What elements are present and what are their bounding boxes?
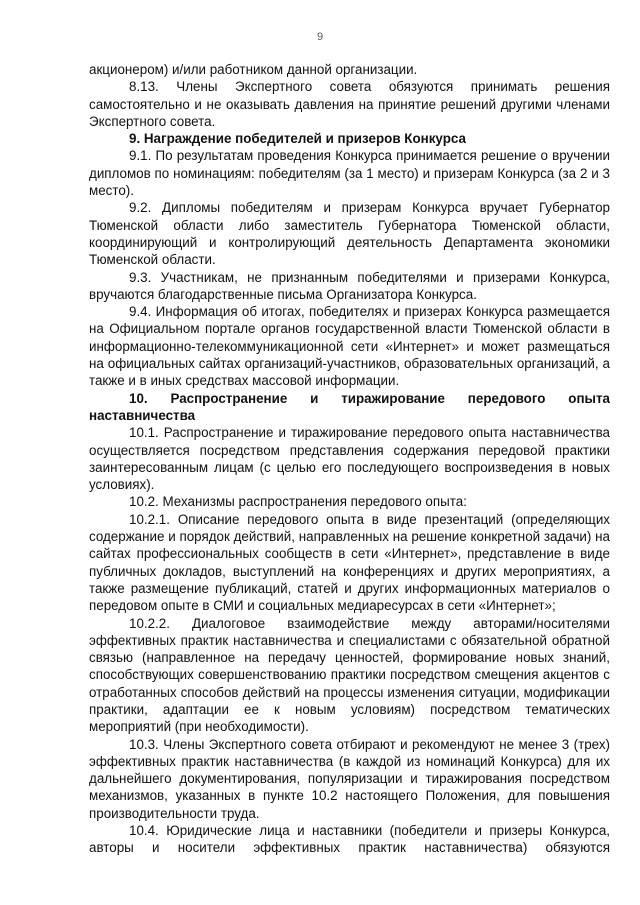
page-number: 9 (316, 31, 324, 43)
paragraph-9-3: 9.3. Участникам, не признанным победителями и призерами Конкурса, вручаются благодарственные письма Организатора Конкурса. (89, 269, 610, 302)
paragraph-10-2-1: 10.2.1. Описание передового опыта в виде презентаций (определяющих содержание и порядок действий, направленных на решение конкретной задачи) на сайтах профессиональных сообществ в сети «Интернет», представление в виде публичных докладов, выступлений на конференциях и других мероприятиях, а также размещение публикаций, статей и других информационных материалов о передовом опыте в СМИ и социальных медиаресурсах в сети «Интернет»; (89, 511, 610, 614)
paragraph-10-2-2: 10.2.2. Диалоговое взаимодействие между авторами/носителями эффективных практик наставничества и специалистами с обязательной обратной связью (направленное на передачу ценностей, формирование новых знаний, способствующих совершенствованию практики посредством смещения акцентов с отработанных способов действий на процессы изменения ситуации, модификации практики, адаптации ее к новым условиям) посредством тематических мероприятий (при необходимости). (89, 615, 610, 735)
paragraph-9-1: 9.1. По результатам проведения Конкурса принимается решение о вручении дипломов по номинациям: победителям (за 1 место) и призерам Конкурса (за 2 и 3 место). (89, 148, 610, 199)
paragraph-10-4: 10.4. Юридические лица и наставники (победители и призеры Конкурса, авторы и носители эффективных практик наставничества) обязуются (89, 823, 610, 856)
paragraph-9-2: 9.2. Дипломы победителям и призерам Конкурса вручает Губернатор Тюменской области либо заместитель Губернатора Тюменской области, координирующий и контролирующий деятельность Департамента экономики Тюменской области. (89, 200, 610, 268)
section-heading-9: 9. Награждение победителей и призеров Конкурса (129, 131, 466, 147)
paragraph-9-4: 9.4. Информация об итогах, победителях и призерах Конкурса размещается на Официальном портале органов государственной власти Тюменской области в информационно-телекоммуникационной сети «Интернет» и может размещаться на официальных сайтах организаций-участников, образовательных организаций, а также и в иных средствах массовой информации. (89, 304, 610, 389)
paragraph-10-1: 10.1. Распространение и тиражирование передового опыта наставничества осуществляется посредством представления содержания передовой практики заинтересованным лицам (с целью его последующего воспроизведения в новых условиях). (89, 425, 610, 493)
paragraph-8-12-continuation: акционером) и/или работником данной организации. (89, 62, 418, 77)
paragraph-8-13: 8.13. Члены Экспертного совета обязуются принимать решения самостоятельно и не оказывать давления на принятие решений другими членами Экспертного совета. (89, 79, 610, 129)
section-heading-10: 10. Распространение и тиражирование передового опыта наставничества (89, 390, 610, 423)
paragraph-10-2: 10.2. Механизмы распространения передового опыта: (129, 494, 467, 510)
document-body (89, 61, 610, 857)
paragraph-10-3: 10.3. Члены Экспертного совета отбирают и рекомендуют не менее 3 (трех) эффективных практик наставничества (в каждой из номинаций Конкурса) для их дальнейшего документирования, популяризации и тиражирования посредством механизмов, указанных в пункте 10.2 настоящего Положения, для повышения производительности труда. (89, 736, 610, 821)
